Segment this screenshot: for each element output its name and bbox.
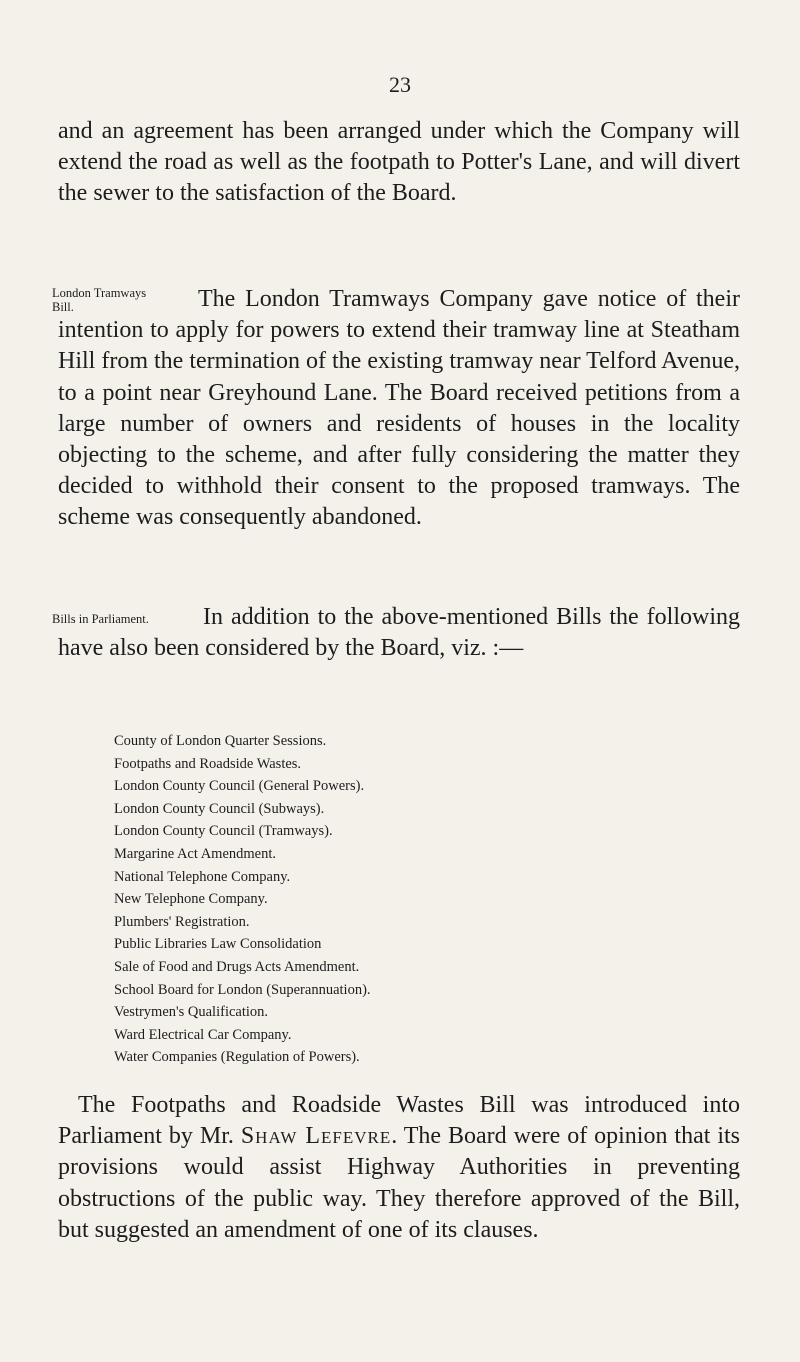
list-item: New Telephone Company. [114, 891, 268, 908]
bills-list [114, 730, 371, 1069]
paragraph-footpaths-bill [58, 1090, 740, 1246]
list-item: Ward Electrical Car Company. [114, 1026, 292, 1043]
margin-note-london-tramways-bill: London Tramways Bill. [52, 286, 147, 314]
list-item: Sale of Food and Drugs Acts Amendment. [114, 958, 360, 975]
list-item: London County Council (General Powers). [114, 778, 365, 795]
list-item: School Board for London (Superannuation). [114, 981, 371, 998]
list-item: County of London Quarter Sessions. [114, 733, 327, 749]
paragraph-footpaths-bill-text-2: . The Board were of opinion that its provisions would assist Highway Authorities in preventing obstructions of the public way. They therefore approved of the Bill, but suggested an amendment of one of its clauses. [58, 1123, 741, 1243]
list-item: Water Companies (Regulation of Powers). [114, 1049, 360, 1066]
paragraph-london-tramways-text: The London Tramways Company gave notice of their intention to apply for powers to extend their tramway line at Steatham Hill from the termination of the existing tramway near Telford Avenue, to a point near Greyhound Lane. The Board received petitions from a large number of owners and residents of houses in the locality objecting to the scheme, and after fully considering the matter they decided to withhold their consent to the proposed tramways. The scheme was consequently abandoned. [58, 286, 740, 531]
list-item: Vestrymen's Qualification. [114, 1004, 269, 1021]
page-number: 23 [389, 72, 411, 97]
paragraph-bills-intro [58, 602, 740, 664]
paragraph-continuation: and an agreement has been arranged under which the Company will extend the road as well as the footpath to Potter's Lane, and will divert the sewer to the satisfaction of the Board. [58, 118, 740, 207]
paragraph-footpaths-bill-text-1: The Footpaths and Roadside Wastes Bill was introduced into Parliament by Mr. [58, 1092, 740, 1150]
paragraph-london-tramways [58, 284, 740, 534]
list-item: London County Council (Subways). [114, 800, 325, 817]
margin-note-bills-in-parliament: Bills in Parliament. [52, 612, 149, 626]
list-item: National Telephone Company. [114, 868, 291, 885]
list-item: Plumbers' Registration. [114, 913, 250, 930]
list-item: London County Council (Tramways). [114, 823, 333, 840]
list-item: Margarine Act Amendment. [114, 845, 277, 862]
list-item: Footpaths and Roadside Wastes. [114, 755, 302, 772]
paragraph-bills-intro-text: In addition to the above-mentioned Bills the following have also been considered by the Board, viz. :— [58, 604, 740, 662]
list-item: Public Libraries Law Consolidation [114, 936, 322, 953]
person-name: Shaw Lefevre [240, 1123, 392, 1150]
